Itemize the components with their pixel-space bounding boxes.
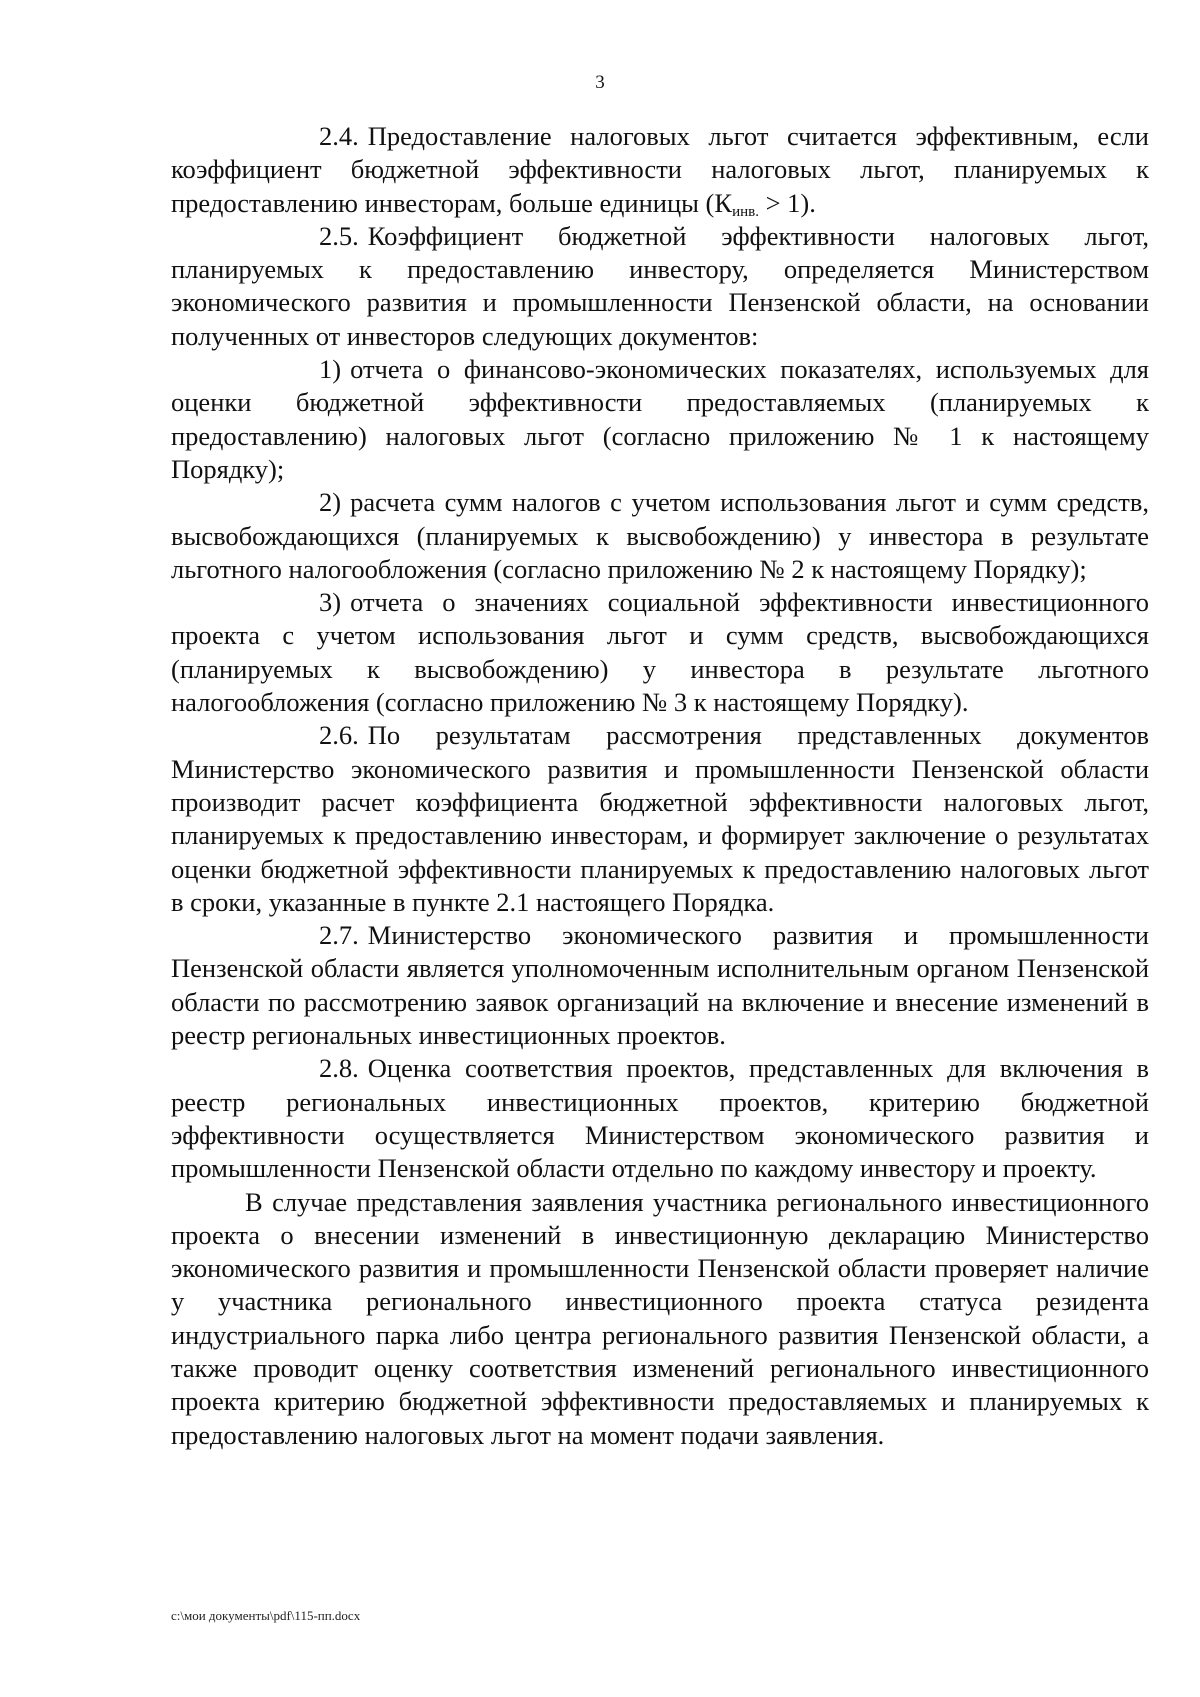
list-item-1 xyxy=(171,353,1149,486)
paragraph-number: 2.5. xyxy=(319,220,359,251)
paragraph-2-5 xyxy=(171,220,1149,353)
footer-file-path: c:\мои документы\pdf\115-пп.docx xyxy=(171,1608,361,1623)
paragraph-text-end: > 1). xyxy=(758,187,816,218)
paragraph-2-7 xyxy=(171,919,1149,1052)
list-number: 1) xyxy=(319,354,342,385)
paragraph-2-6 xyxy=(171,719,1149,919)
list-item-3 xyxy=(171,586,1149,719)
list-item-text: расчета сумм налогов с учетом использования льгот и сумм средств, высвобождающихся (планируемых к высвобождению) у инвестора в результате льготного налогообложения (согласно приложению № 2 к настоящему Порядку); xyxy=(171,487,1149,584)
paragraph-number: 2.6. xyxy=(319,720,359,751)
document-body xyxy=(171,120,1149,1452)
paragraph-declaration-changes xyxy=(171,1186,1149,1452)
paragraph-number: 2.7. xyxy=(319,920,359,951)
page-number: 3 xyxy=(595,72,605,93)
paragraph-text: В случае представления заявления участника регионального инвестиционного проекта о внесении изменений в инвестиционную декларацию Министерство экономического развития и промышленности Пензенской области проверяет наличие у участника регионального инвестиционного проекта статуса резидента индустриального парка либо центра регионального развития Пензенской области, а также проводит оценку соответствия изменений регионального инвестиционного проекта критерию бюджетной эффективности предоставляемых и планируемых к предоставлению налоговых льгот на момент подачи заявления. xyxy=(171,1186,1149,1450)
list-number: 2) xyxy=(319,487,342,518)
paragraph-text: По результатам рассмотрения представленных документов Министерство экономического развития и промышленности Пензенской области производит расчет коэффициента бюджетной эффективности налоговых льгот, планируемых к предоставлению инвесторам, и формирует заключение о результатах оценки бюджетной эффективности планируемых к предоставлению налоговых льгот в сроки, указанные в пункте 2.1 настоящего Порядка. xyxy=(171,720,1149,917)
paragraph-2-4 xyxy=(171,120,1149,220)
paragraph-text: Предоставление налоговых льгот считается эффективным, если коэффициент бюджетной эффективности налоговых льгот, планируемых к предоставлению инвесторам, больше единицы (К xyxy=(171,121,1149,218)
paragraph-number: 2.4. xyxy=(319,121,359,151)
paragraph-text: Министерство экономического развития и промышленности Пензенской области является уполномоченным исполнительным органом Пензенской области по рассмотрению заявок организаций на включение и внесение изменений в реестр региональных инвестиционных проектов. xyxy=(171,920,1149,1051)
paragraph-text: Коэффициент бюджетной эффективности налоговых льгот, планируемых к предоставлению инвестору, определяется Министерством экономического развития и промышленности Пензенской области, на основании полученных от инвесторов следующих документов: xyxy=(171,220,1149,351)
list-item-text: отчета о значениях социальной эффективности инвестиционного проекта с учетом использования льгот и сумм средств, высвобождающихся (планируемых к высвобождению) у инвестора в результате льготного налогообложения (согласно приложению № 3 к настоящему Порядку). xyxy=(171,587,1149,718)
paragraph-2-8 xyxy=(171,1052,1149,1185)
list-number: 3) xyxy=(319,587,342,618)
list-item-text: отчета о финансово-экономических показателях, используемых для оценки бюджетной эффективности предоставляемых (планируемых к предоставлению) налоговых льгот (согласно приложению № 1 к настоящему Порядку); xyxy=(171,354,1149,484)
paragraph-number: 2.8. xyxy=(319,1053,359,1084)
paragraph-text: Оценка соответствия проектов, представленных для включения в реестр региональных инвестиционных проектов, критерию бюджетной эффективности осуществляется Министерством экономического развития и промышленности Пензенской области отдельно по каждому инвестору и проекту. xyxy=(171,1053,1149,1184)
list-item-2 xyxy=(171,486,1149,586)
subscript-inv: инв. xyxy=(732,203,759,220)
